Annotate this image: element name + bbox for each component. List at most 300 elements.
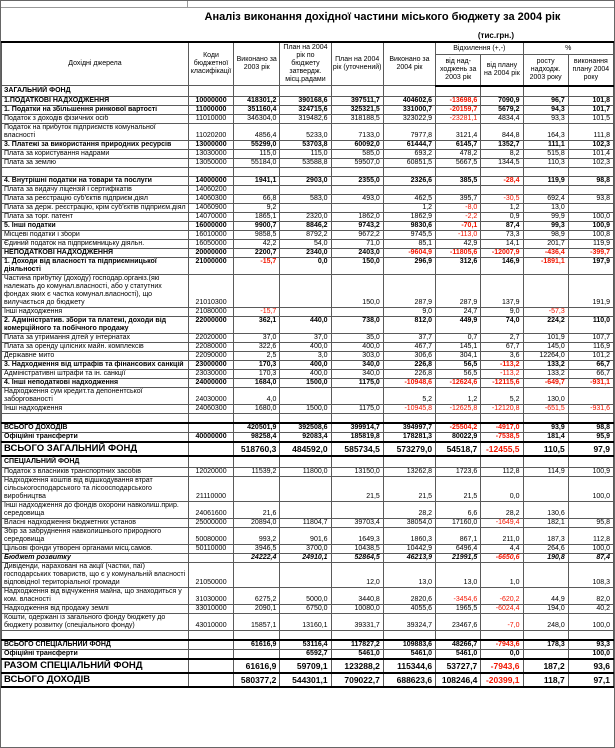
code-cell [188,414,233,424]
value-cell: 331000,7 [383,106,435,115]
col-header-done2004: Виконано за 2004 рік [383,42,435,86]
value-cell: 111,8 [568,124,613,141]
value-cell [523,477,568,502]
value-cell: -6650,6 [481,554,523,563]
table-row [2,433,614,443]
value-cell: 0,7 [436,334,481,343]
value-cell: 98258,4 [234,433,280,443]
value-cell: 296,9 [383,258,435,275]
value-cell: 340,0 [331,370,383,379]
value-cell: 467,7 [383,343,435,352]
value-cell: 67,7 [481,343,523,352]
value-cell: 92083,4 [280,433,331,443]
value-cell: 93,3 [568,640,613,650]
value-cell: 182,1 [523,519,568,528]
value-cell: 3946,5 [234,545,280,554]
value-cell: 226,8 [383,361,435,370]
value-cell [383,414,435,424]
value-cell: 178281,3 [383,433,435,443]
value-cell: 8,2 [481,150,523,159]
source-label-cell [2,414,189,424]
table-row [2,240,614,249]
code-cell: 14070000 [188,213,233,222]
value-cell: 98,9 [523,231,568,240]
value-cell: -20399,1 [481,673,523,687]
value-cell: -13698,6 [436,97,481,106]
code-cell [188,423,233,433]
value-cell [331,456,383,468]
value-cell: 462,5 [383,195,435,204]
source-label-cell: ВСЬОГО ДОХОДІВ [2,423,189,433]
code-cell: 22090000 [188,352,233,361]
value-cell: 7133,0 [331,124,383,141]
value-cell [280,631,331,641]
value-cell: 110,0 [568,317,613,334]
value-cell [331,204,383,213]
value-cell: 73,3 [481,231,523,240]
value-cell: 66,7 [568,370,613,379]
value-cell: 28,2 [383,502,435,519]
value-cell: 211,0 [481,528,523,545]
value-cell [280,456,331,468]
value-cell: 109883,6 [383,640,435,650]
value-cell: 101,5 [568,115,613,124]
value-cell: 4,4 [481,545,523,554]
value-cell: -113,2 [481,361,523,370]
value-cell: -28,4 [481,177,523,186]
code-cell: 50110000 [188,545,233,554]
code-cell: 23000000 [188,361,233,370]
source-label-cell: 3. Надходження від штрафів та фінансових санкцій [2,361,189,370]
source-label-cell: ВСЬОГО СПЕЦІАЛЬНИЙ ФОНД [2,640,189,650]
source-label-cell: Місцеві податки і збори [2,231,189,240]
value-cell: 13160,1 [280,614,331,631]
value-cell: -931,1 [568,379,613,388]
source-label-cell: Надходження сум кредит.та депонентської заборгованості [2,388,189,405]
source-label-cell: Плата за держ. реєстрацію, крім суб'єктів підприєм.діял [2,204,189,213]
value-cell: 585,0 [331,150,383,159]
spacer-row [2,168,614,177]
value-cell: 39703,4 [331,519,383,528]
value-cell: 5461,0 [331,650,383,660]
value-cell: 21,5 [383,477,435,502]
value-cell: 493,0 [331,195,383,204]
value-cell: 133,2 [523,370,568,379]
value-cell: 112,8 [481,468,523,477]
value-cell: 123288,2 [331,659,383,673]
code-cell [188,442,233,456]
value-cell: 390168,6 [280,97,331,106]
code-cell: 21000000 [188,258,233,275]
value-cell [280,86,331,97]
table-row [2,370,614,379]
col-header-pct-growth: росту надходж. 2003 року [523,55,568,86]
value-cell: 901,6 [280,528,331,545]
value-cell: 61444,7 [383,141,435,150]
value-cell [568,414,613,424]
value-cell: 585734,5 [331,442,383,456]
value-cell: -1891,1 [523,258,568,275]
value-cell: 56,5 [436,361,481,370]
value-cell: 2340,0 [280,249,331,258]
value-cell: 6592,7 [280,650,331,660]
code-cell: 14060200 [188,186,233,195]
value-cell: 145,1 [436,343,481,352]
value-cell [383,86,435,97]
value-cell: 115,0 [234,150,280,159]
value-cell: -30,5 [481,195,523,204]
source-label-cell: Дивіденди, нараховані на акції (частки, паї) господарських товариств, що є у комунальній власності відповідної територіальної громади [2,563,189,588]
value-cell [234,563,280,588]
code-cell: 16000000 [188,222,233,231]
value-cell: 112,8 [568,528,613,545]
value-cell: 318188,5 [331,115,383,124]
value-cell: 693,2 [383,150,435,159]
code-cell: 22000000 [188,317,233,334]
code-cell: 21050000 [188,563,233,588]
source-label-cell: Збір за забруднення навколишнього природного середовища [2,528,189,545]
value-cell: 9672,2 [331,231,383,240]
value-cell: 478,2 [436,150,481,159]
value-cell [481,86,523,97]
value-cell: 100,0 [568,650,613,660]
value-cell: 392508,6 [280,423,331,433]
value-cell: 1,2 [383,204,435,213]
value-cell: 449,9 [436,317,481,334]
value-cell: 110,5 [523,442,568,456]
value-cell: -399,7 [568,249,613,258]
value-cell [280,502,331,519]
value-cell [568,204,613,213]
value-cell: 0,0 [280,258,331,275]
value-cell [568,186,613,195]
value-cell: 319482,6 [280,115,331,124]
value-cell: 55299,0 [234,141,280,150]
value-cell [481,456,523,468]
value-cell: 394997,7 [383,423,435,433]
source-label-cell: 2. Адміністратив. збори та платежі, доходи від комерційного та побічного продажу [2,317,189,334]
value-cell: -70,1 [436,222,481,231]
value-cell: 85,1 [383,240,435,249]
value-cell: 94,3 [523,106,568,115]
value-cell: 399914,7 [331,423,383,433]
value-cell: 52864,5 [331,554,383,563]
value-cell: 5461,0 [383,650,435,660]
value-cell: 96,7 [523,97,568,106]
value-cell: 93,8 [568,195,613,204]
value-cell: 178,3 [523,640,568,650]
value-cell: 1352,7 [481,141,523,150]
value-cell: 4834,4 [481,115,523,124]
value-cell: 97,9 [568,442,613,456]
value-cell: 2,7 [481,334,523,343]
code-cell: 25000000 [188,519,233,528]
value-cell: 322,6 [234,343,280,352]
value-cell: -12120,8 [481,405,523,414]
source-label-cell: Плата за оренду цілісних майн. комплексів [2,343,189,352]
value-cell [280,308,331,317]
value-cell: 80022,9 [436,433,481,443]
value-cell [234,275,280,308]
value-cell: 1,0 [481,563,523,588]
code-cell: 21110000 [188,477,233,502]
code-cell: 13000000 [188,141,233,150]
value-cell: 59507,0 [331,159,383,168]
col-header-plan-budget: План на 2004 рік по бюджету затвердж. місц.радами [280,42,331,86]
value-cell [280,388,331,405]
table-row [2,614,614,631]
value-cell [383,631,435,641]
value-cell: 3440,8 [331,588,383,605]
source-label-cell: Надходження від продажу землі [2,605,189,614]
table-row [2,150,614,159]
code-cell [188,650,233,660]
value-cell: 1862,9 [383,213,435,222]
table-row [2,659,614,673]
code-cell [188,86,233,97]
col-header-code: Коди бюджетної класифікації [188,42,233,86]
value-cell [331,388,383,405]
value-cell [383,456,435,468]
code-cell: 40000000 [188,433,233,443]
value-cell: -4917,0 [481,423,523,433]
value-cell: 187,2 [523,659,568,673]
value-cell [523,456,568,468]
value-cell: 55184,0 [234,159,280,168]
table-row [2,124,614,141]
value-cell: 170,3 [234,361,280,370]
table-row [2,159,614,168]
value-cell: 812,0 [383,317,435,334]
value-cell: -11805,6 [436,249,481,258]
value-cell: 21,5 [331,477,383,502]
value-cell: -7943,6 [481,640,523,650]
value-cell: 23467,6 [436,614,481,631]
value-cell [523,86,568,97]
value-cell: 61616,9 [234,640,280,650]
value-cell: 54,0 [280,240,331,249]
value-cell: 226,8 [383,370,435,379]
col-header-pct-group: % [523,42,613,55]
value-cell: -7,0 [481,614,523,631]
source-label-cell: Надходження від відчуження майна, що знаходиться у ком. власності [2,588,189,605]
table-row [2,177,614,186]
value-cell: 107,7 [568,334,613,343]
source-label-cell: Плата за торг. патент [2,213,189,222]
code-cell: 22080000 [188,343,233,352]
value-cell: 7977,8 [383,124,435,141]
value-cell: 42,9 [436,240,481,249]
value-cell: 53727,7 [436,659,481,673]
value-cell: 440,0 [280,317,331,334]
value-cell: 420501,9 [234,423,280,433]
value-cell: 101,9 [523,334,568,343]
value-cell: 515,8 [523,150,568,159]
value-cell: 1649,3 [331,528,383,545]
value-cell: 21,5 [436,477,481,502]
value-cell [331,168,383,177]
value-cell: 24,7 [436,308,481,317]
value-cell: -9604,9 [383,249,435,258]
table-row [2,554,614,563]
value-cell: 0,0 [481,477,523,502]
value-cell: 117827,2 [331,640,383,650]
value-cell: 118,7 [523,673,568,687]
source-label-cell: 1.ПОДАТКОВІ НАДХОДЖЕННЯ [2,97,189,106]
value-cell: 60092,0 [331,141,383,150]
source-label-cell: 4. Інші неподаткові надходження [2,379,189,388]
value-cell [523,650,568,660]
source-label-cell: Надходження коштів від відшкодування втрат сільськогосподарського та лісоосподарського виробництва [2,477,189,502]
value-cell: 6275,2 [234,588,280,605]
value-cell: 304,1 [436,352,481,361]
source-label-cell: Інші надходження до фондів охорони навколиш.прир. середовища [2,502,189,519]
col-header-plan-adjusted: План на 2004 рік (уточнений) [331,42,383,86]
value-cell: -2,2 [436,213,481,222]
value-cell: 110,3 [523,159,568,168]
value-cell: 11800,0 [280,468,331,477]
value-cell: 306,6 [383,352,435,361]
value-cell: 40,2 [568,605,613,614]
value-cell [234,414,280,424]
code-cell: 11000000 [188,106,233,115]
value-cell [234,168,280,177]
value-cell: 114,9 [523,468,568,477]
table-row [2,106,614,115]
section-row [2,86,614,97]
value-cell: 130,0 [523,388,568,405]
value-cell: 287,9 [383,275,435,308]
table-row [2,352,614,361]
value-cell: 2903,0 [280,177,331,186]
source-label-cell: Плата за утримання дітей у інтернатах [2,334,189,343]
value-cell: 10442,9 [383,545,435,554]
code-cell: 11020200 [188,124,233,141]
value-cell: 5679,2 [481,106,523,115]
value-cell: 346304,0 [234,115,280,124]
value-cell: 1860,3 [383,528,435,545]
source-label-cell: 3. Платежі за використання природних ресурсів [2,141,189,150]
value-cell: 42,2 [234,240,280,249]
table-row [2,640,614,650]
value-cell: 20894,0 [234,519,280,528]
value-cell: 2090,1 [234,605,280,614]
value-cell: 24222,4 [234,554,280,563]
value-cell: 400,0 [280,361,331,370]
value-cell [481,631,523,641]
value-cell: 544301,1 [280,673,331,687]
source-label-cell: Плата за видачу ліцензій і сертифікатів [2,186,189,195]
value-cell: -15,7 [234,258,280,275]
value-cell [523,275,568,308]
source-label-cell: Кошти, одержані із загального фонду бюджету до бюджету розвитку (спеціального фонду) [2,614,189,631]
code-cell: 13050000 [188,159,233,168]
value-cell: 13,0 [383,563,435,588]
spacer-row [2,631,614,641]
value-cell [436,86,481,97]
value-cell [234,631,280,641]
value-cell [436,631,481,641]
value-cell: 185819,8 [331,433,383,443]
value-cell: 6750,0 [280,605,331,614]
value-cell: 21991,5 [436,554,481,563]
code-cell: 10000000 [188,97,233,106]
value-cell: 170,3 [234,370,280,379]
value-cell [436,414,481,424]
table-row [2,519,614,528]
value-cell: 9830,6 [383,222,435,231]
value-cell: 190,8 [523,554,568,563]
value-cell: 13262,8 [383,468,435,477]
value-cell: 101,4 [568,150,613,159]
table-row [2,231,614,240]
value-cell: 44,9 [523,588,568,605]
value-cell: 100,0 [568,477,613,502]
source-label-cell: Адміністративні штрафи та ін. санкції [2,370,189,379]
value-cell: 100,9 [568,468,613,477]
table-row [2,361,614,370]
table-row [2,379,614,388]
value-cell [523,563,568,588]
value-cell: 53116,4 [280,640,331,650]
source-label-cell: Цільові фонди утворені органами місц.самов. [2,545,189,554]
value-cell: 6,6 [436,502,481,519]
value-cell: 37,7 [383,334,435,343]
value-cell [523,631,568,641]
col-header-done2003: Виконано за 2003 рік [234,42,280,86]
value-cell: -12625,8 [436,405,481,414]
value-cell: 9,0 [481,308,523,317]
code-cell: 21080000 [188,308,233,317]
value-cell: 580377,2 [234,673,280,687]
source-label-cell: ВСЬОГО ЗАГАЛЬНИЙ ФОНД [2,442,189,456]
table-row [2,115,614,124]
value-cell: 99,3 [523,222,568,231]
value-cell: 1175,0 [331,405,383,414]
value-cell: 264,6 [523,545,568,554]
source-label-cell: Податок з власників транспортних засобів [2,468,189,477]
table-row [2,650,614,660]
value-cell: 99,9 [523,213,568,222]
value-cell: 573279,0 [383,442,435,456]
value-cell: 101,2 [568,352,613,361]
value-cell: -3454,6 [436,588,481,605]
value-cell [331,502,383,519]
value-cell [523,414,568,424]
value-cell: 119,9 [568,240,613,249]
value-cell: 102,3 [568,159,613,168]
code-cell: 14000000 [188,177,233,186]
source-label-cell: 4. Внутрішні податки на товари та послуги [2,177,189,186]
value-cell: 1941,1 [234,177,280,186]
value-cell: 12264,0 [523,352,568,361]
value-cell: 484592,0 [280,442,331,456]
code-cell: 22020000 [188,334,233,343]
value-cell: 8846,2 [280,222,331,231]
table-row [2,528,614,545]
value-cell: -23281,1 [436,115,481,124]
source-label-cell: Плата за реєстрацію суб'єктів підприєм.діял [2,195,189,204]
value-cell: 11539,2 [234,468,280,477]
value-cell: 100,8 [568,231,613,240]
value-cell: 6496,4 [436,545,481,554]
code-cell: 24061600 [188,502,233,519]
value-cell: 2355,0 [331,177,383,186]
value-cell: 53703,8 [280,141,331,150]
value-cell: 54518,7 [436,442,481,456]
value-cell: 116,9 [568,343,613,352]
value-cell: 46213,9 [383,554,435,563]
